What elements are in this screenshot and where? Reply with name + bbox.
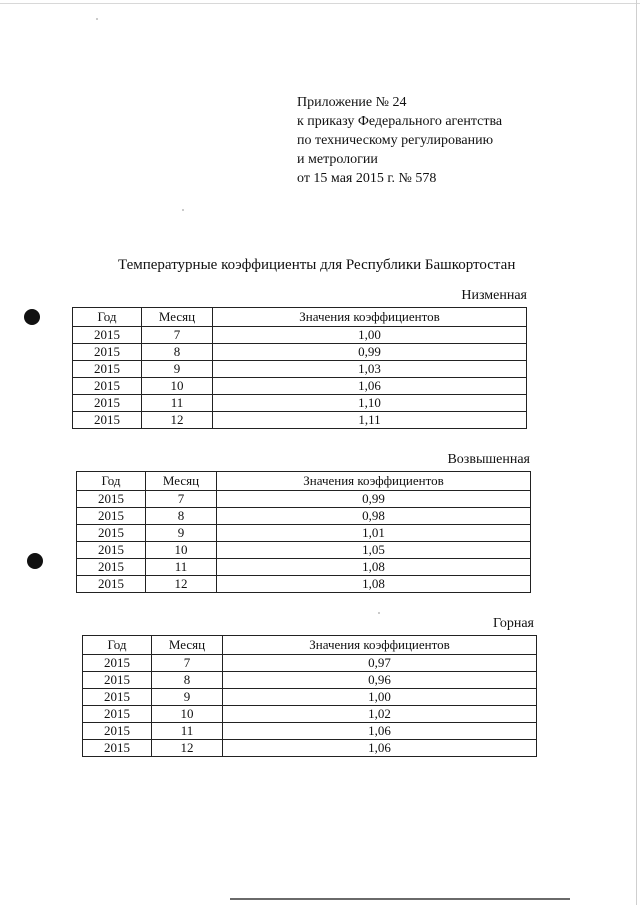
table-row <box>73 412 527 429</box>
table-row <box>77 491 531 508</box>
header-line-agency: по техническому регулированию <box>297 133 494 148</box>
table-header-row <box>83 636 537 655</box>
column-header-value: Значения коэффициентов <box>223 636 537 655</box>
column-header-year: Год <box>83 636 152 655</box>
table-row <box>83 740 537 757</box>
scan-speck <box>378 612 380 614</box>
cell-month: 11 <box>146 559 217 576</box>
zone-label-upland: Возвышенная <box>447 452 530 467</box>
cell-month: 7 <box>142 327 213 344</box>
cell-year: 2015 <box>83 723 152 740</box>
cell-year: 2015 <box>73 395 142 412</box>
column-header-month: Месяц <box>146 472 217 491</box>
cell-value: 1,03 <box>213 361 527 378</box>
cell-month: 11 <box>152 723 223 740</box>
cell-year: 2015 <box>73 412 142 429</box>
cell-value: 1,05 <box>217 542 531 559</box>
cell-value: 1,01 <box>217 525 531 542</box>
cell-year: 2015 <box>73 344 142 361</box>
cell-month: 8 <box>152 672 223 689</box>
cell-month: 7 <box>152 655 223 672</box>
cell-year: 2015 <box>77 542 146 559</box>
table-row <box>73 395 527 412</box>
cell-value: 1,10 <box>213 395 527 412</box>
cell-month: 10 <box>142 378 213 395</box>
cell-year: 2015 <box>73 361 142 378</box>
table-row <box>77 508 531 525</box>
scan-edge-top <box>0 3 640 4</box>
cell-value: 1,00 <box>213 327 527 344</box>
cell-value: 1,11 <box>213 412 527 429</box>
table-row <box>73 378 527 395</box>
cell-value: 1,02 <box>223 706 537 723</box>
table-row <box>83 706 537 723</box>
document-title: Температурные коэффициенты для Республики Башкортостан <box>118 257 516 273</box>
cell-month: 9 <box>152 689 223 706</box>
cell-year: 2015 <box>77 491 146 508</box>
table-row <box>73 361 527 378</box>
cell-year: 2015 <box>77 559 146 576</box>
cell-value: 1,06 <box>223 740 537 757</box>
cell-value: 0,97 <box>223 655 537 672</box>
column-header-year: Год <box>73 308 142 327</box>
header-line-appendix: Приложение № 24 <box>297 95 407 110</box>
cell-year: 2015 <box>83 706 152 723</box>
cell-value: 1,06 <box>223 723 537 740</box>
punch-hole-top <box>24 309 40 325</box>
cell-year: 2015 <box>83 655 152 672</box>
cell-value: 1,00 <box>223 689 537 706</box>
zone-label-lowland: Низменная <box>461 288 527 303</box>
table-row <box>77 559 531 576</box>
cell-value: 0,96 <box>223 672 537 689</box>
cell-month: 7 <box>146 491 217 508</box>
table-row <box>83 689 537 706</box>
table-row <box>77 542 531 559</box>
cell-month: 12 <box>142 412 213 429</box>
cell-value: 1,08 <box>217 559 531 576</box>
cell-value: 0,98 <box>217 508 531 525</box>
cell-month: 8 <box>142 344 213 361</box>
cell-month: 11 <box>142 395 213 412</box>
table-row <box>77 525 531 542</box>
scan-speck <box>182 209 184 211</box>
cell-value: 1,08 <box>217 576 531 593</box>
table-row <box>83 655 537 672</box>
cell-value: 0,99 <box>213 344 527 361</box>
table-header-row <box>73 308 527 327</box>
coefficients-table-mountain <box>82 635 537 757</box>
column-header-month: Месяц <box>152 636 223 655</box>
cell-year: 2015 <box>77 508 146 525</box>
cell-value: 1,06 <box>213 378 527 395</box>
cell-year: 2015 <box>77 576 146 593</box>
table-row <box>77 576 531 593</box>
column-header-year: Год <box>77 472 146 491</box>
cell-year: 2015 <box>83 672 152 689</box>
cell-month: 12 <box>152 740 223 757</box>
header-line-order: к приказу Федерального агентства <box>297 114 503 129</box>
column-header-month: Месяц <box>142 308 213 327</box>
table-row <box>83 672 537 689</box>
table-row <box>73 344 527 361</box>
appendix-header <box>297 93 502 188</box>
coefficients-table-lowland <box>72 307 527 429</box>
cell-year: 2015 <box>73 378 142 395</box>
cell-month: 10 <box>152 706 223 723</box>
scan-speck <box>96 18 98 20</box>
cell-year: 2015 <box>83 689 152 706</box>
cell-month: 9 <box>146 525 217 542</box>
cell-value: 0,99 <box>217 491 531 508</box>
scan-edge-right <box>636 0 637 905</box>
zone-label-mountain: Горная <box>492 616 534 631</box>
table-header-row <box>77 472 531 491</box>
header-line-date: от 15 мая 2015 г. № 578 <box>297 171 437 186</box>
table-row <box>83 723 537 740</box>
cell-month: 9 <box>142 361 213 378</box>
header-line-metrology: и метрологии <box>297 152 378 167</box>
cell-year: 2015 <box>83 740 152 757</box>
cell-month: 12 <box>146 576 217 593</box>
table-row <box>73 327 527 344</box>
scan-edge-bottom <box>230 898 570 900</box>
column-header-value: Значения коэффициентов <box>213 308 527 327</box>
column-header-value: Значения коэффициентов <box>217 472 531 491</box>
cell-month: 10 <box>146 542 217 559</box>
coefficients-table-upland <box>76 471 531 593</box>
cell-month: 8 <box>146 508 217 525</box>
cell-year: 2015 <box>73 327 142 344</box>
punch-hole-bottom <box>27 553 43 569</box>
cell-year: 2015 <box>77 525 146 542</box>
